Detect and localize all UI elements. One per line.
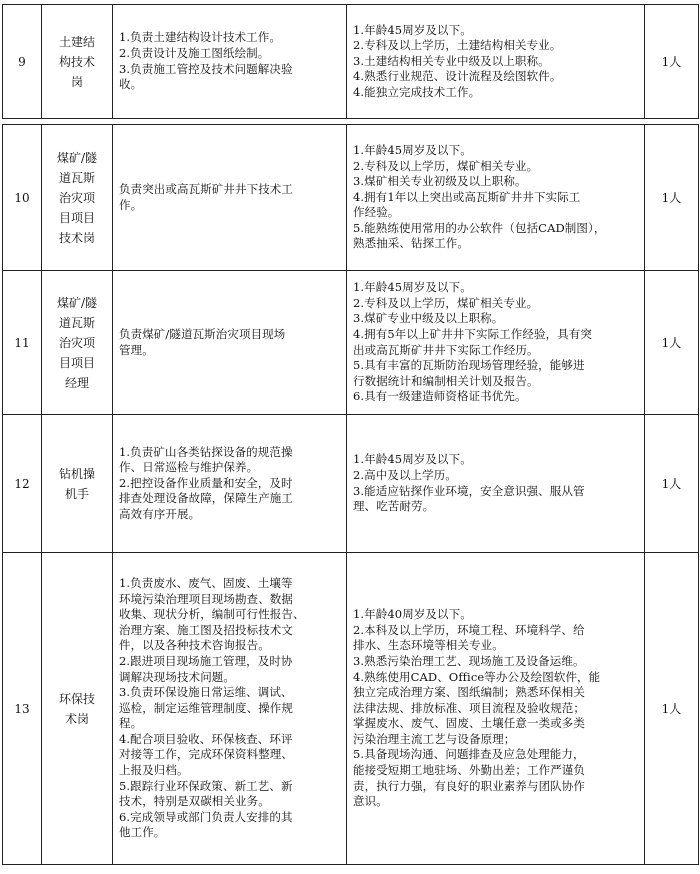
requirements-cell [347,271,645,415]
headcount: 1人 [645,5,699,119]
text-line: 行数据统计和编制相关计划及报告。 [353,373,539,388]
headcount: 1人 [645,271,699,415]
text-line: 对接等工作，完成环保资料整理、 [119,747,293,762]
text-line: 岗 [70,74,83,89]
duties-cell [113,553,347,865]
job-table-main [2,124,699,865]
duties-cell [113,5,347,119]
text-line: 4.熟练使用CAD、Office等办公及绘图软件，能 [353,669,601,684]
duties-cell [113,415,347,553]
text-line: 排查处理设备故障，保障生产施工 [119,491,293,506]
text-line: 土建结 [58,34,95,49]
text-line: 意识。 [353,794,388,809]
text-line: 3.煤矿相关专业初级及以上职称。 [353,174,527,189]
text-line: 4.配合项目验收、环保核查、环评 [119,731,293,746]
text-line: 道瓦斯 [58,315,95,330]
text-line: 调解决现场技术问题。 [119,669,235,684]
row-number: 11 [3,271,42,415]
position-name [42,415,113,553]
text-line: 程。 [119,716,143,731]
position-name [42,271,113,415]
text-line: 高效有序开展。 [119,506,201,521]
text-line: 6.完成领导或部门负责人安排的其 [119,809,293,824]
text-line: 治理方案、施工图及招投标技术文 [119,622,293,637]
text-line: 5.具有丰富的瓦斯防治现场管理经验，能够进 [353,358,585,373]
text-line: 1.负责矿山各类钻探设备的规范操 [119,444,293,459]
text-line: 2.专科及以上学历，煤矿相关专业。 [353,158,539,173]
text-line: 4.拥有5年以上矿井井下实际工作经验，具有突 [353,326,592,341]
text-line: 2.本科及以上学历，环境工程、环境科学、给 [353,622,585,637]
text-line: 5.能熟练使用常用的办公软件（包括CAD制图）， [353,220,606,235]
row-number: 13 [3,553,42,865]
text-line: 2.把控设备作业质量和安全，及时 [119,475,293,490]
text-line: 作经验。 [353,205,400,220]
text-line: 4.能独立完成技术工作。 [353,84,481,99]
duties-cell [113,271,347,415]
text-line: 构技术 [58,54,95,69]
text-line: 他工作。 [119,825,166,840]
text-line: 责，执行力强，有良好的职业素养与团队协作 [353,778,585,793]
text-line: 1.年龄45周岁及以下。 [353,22,472,37]
headcount: 1人 [645,125,699,271]
text-line: 术岗 [64,711,89,726]
text-line: 负责突出或高瓦斯矿井井下技术工 [119,181,293,196]
text-line: 2.跟进项目现场施工管理，及时协 [119,653,293,668]
requirements-cell [347,553,645,865]
text-line: 出或高瓦斯矿井井下实际工作经历。 [353,342,539,357]
text-line: 能接受短期工地驻场、外勤出差；工作严谨负 [353,763,585,778]
row-number: 10 [3,125,42,271]
text-line: 1.年龄45周岁及以下。 [353,280,472,295]
text-line: 1.负责废水、废气、固废、土壤等 [119,575,293,590]
text-line: 排水、生态环境等相关专业。 [353,638,504,653]
text-line: 钻机操 [58,466,95,481]
text-line: 掌握废水、废气、固废、土壤任意一类或多类 [353,716,585,731]
text-line: 3.土建结构相关专业中级及以上职称。 [353,53,550,68]
text-line: 收。 [119,77,143,92]
text-line: 3.负责环保设施日常运维、调试、 [119,685,293,700]
text-line: 道瓦斯 [58,170,95,185]
text-line: 技术，特别是双碳相关业务。 [119,794,270,809]
text-line: 煤矿/隧 [56,295,98,310]
text-line: 经理 [64,375,89,390]
text-line: 环境污染治理项目现场勘查、数据 [119,591,293,606]
text-line: 2.高中及以上学历。 [353,467,457,482]
text-line: 4.熟悉行业规范、设计流程及绘图软件。 [353,69,562,84]
text-line: 技术岗 [58,230,95,245]
text-line: 目项目 [58,355,95,370]
text-line: 煤矿/隧 [56,150,98,165]
text-line: 治灾项 [58,335,95,350]
row-number: 9 [3,5,42,119]
text-line: 目项目 [58,210,95,225]
text-line: 上报及归档。 [119,763,189,778]
requirements-cell [347,5,645,119]
text-line: 2.专科及以上学历，土建结构相关专业。 [353,38,562,53]
table-row [3,415,699,553]
text-line: 件，以及各种技术咨询报告。 [119,638,270,653]
position-name [42,553,113,865]
requirements-cell [347,415,645,553]
text-line: 法律法规、排放标准、项目流程及验收规范； [353,700,585,715]
table-row [3,125,699,271]
text-line: 3.煤矿专业中级及以上职称。 [353,311,504,326]
text-line: 3.熟悉污染治理工艺、现场施工及设备运维。 [353,653,585,668]
text-line: 1.负责土建结构设计技术工作。 [119,30,281,45]
text-line: 2.负责设计及施工图纸绘制。 [119,45,270,60]
table-row [3,271,699,415]
text-line: 作。 [119,197,143,212]
text-line: 管理。 [119,342,154,357]
duties-cell [113,125,347,271]
text-line: 治灾项 [58,190,95,205]
text-line: 1.年龄40周岁及以下。 [353,607,472,622]
text-line: 2.专科及以上学历，煤矿相关专业。 [353,295,539,310]
text-line: 熟悉抽采、钻探工作。 [353,236,469,251]
job-table-top [2,4,699,119]
text-line: 1.年龄45周岁及以下。 [353,452,472,467]
text-line: 理、吃苦耐劳。 [353,499,435,514]
text-line: 作、日常巡检与维护保养。 [119,460,259,475]
row-number: 12 [3,415,42,553]
text-line: 3.负责施工管控及技术问题解决验 [119,61,293,76]
text-line: 1.年龄45周岁及以下。 [353,142,472,157]
text-line: 5.跟踪行业环保政策、新工艺、新 [119,778,293,793]
text-line: 3.能适应钻探作业环境，安全意识强、服从管 [353,483,585,498]
text-line: 独立完成治理方案、图纸编制；熟悉环保相关 [353,685,585,700]
text-line: 负责煤矿/隧道瓦斯治灾项目现场 [119,326,286,341]
text-line: 6.具有一级建造师资格证书优先。 [353,389,527,404]
headcount: 1人 [645,553,699,865]
text-line: 机手 [64,486,89,501]
text-line: 环保技 [58,691,95,706]
table-row [3,553,699,865]
position-name [42,5,113,119]
position-name [42,125,113,271]
headcount: 1人 [645,415,699,553]
text-line: 污染治理主流工艺与设备原理； [353,731,516,746]
text-line: 巡检，制定运维管理制度、操作规 [119,700,293,715]
requirements-cell [347,125,645,271]
text-line: 4.拥有1年以上突出或高瓦斯矿井井下实际工 [353,189,581,204]
text-line: 收集、现状分析，编制可行性报告、 [119,607,305,622]
text-line: 5.具备现场沟通、问题排查及应急处理能力， [353,747,585,762]
table-row [3,5,699,119]
